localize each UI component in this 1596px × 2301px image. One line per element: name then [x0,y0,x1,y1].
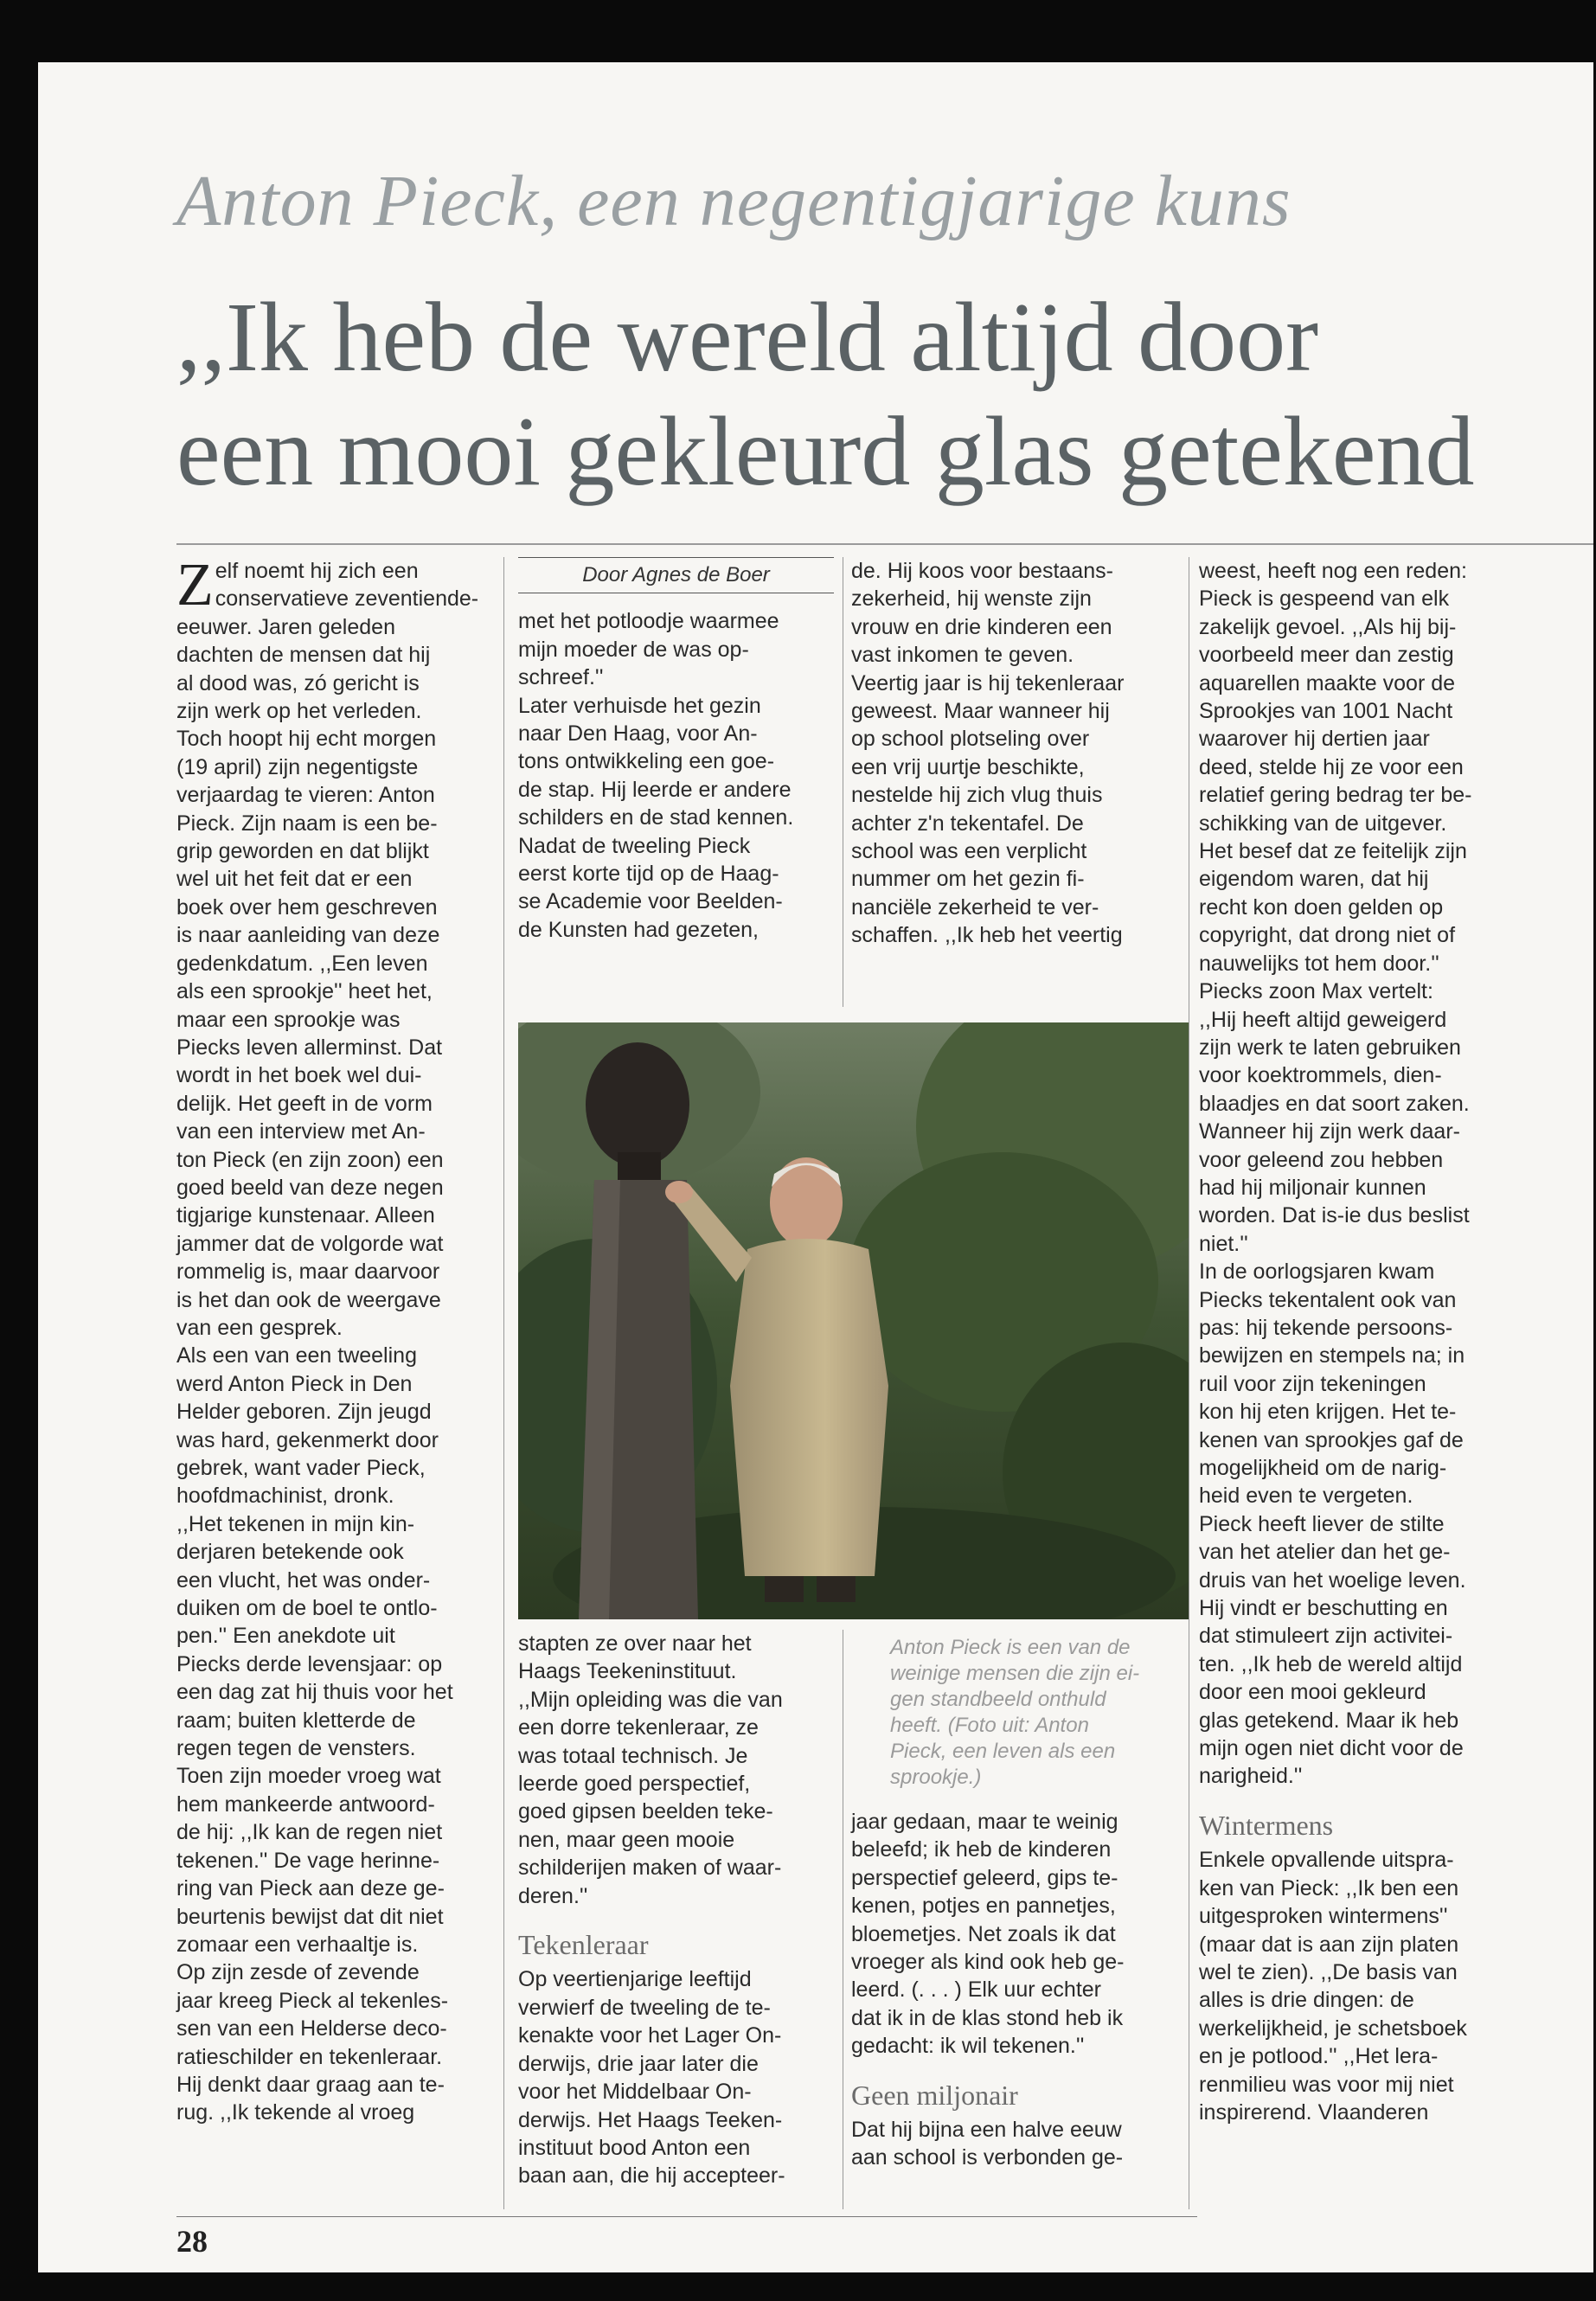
photo-caption: Anton Pieck is een van de weinige mensen die zijn ei- gen standbeeld onthuld heeft. (Foto uit: Anton Pieck, een leven als een sprookje.) [890,1636,1140,1789]
photo-anton-pieck-statue [518,1022,1189,1619]
article-photo [518,1022,1189,1619]
article-title [176,280,1474,509]
column-3-lower [851,1808,1178,2172]
column-1 [176,552,495,2127]
column-3-text-top: de. Hij koos voor bestaans- zekerheid, hij wenste zijn vrouw en drie kinderen een vast inkomen te geven. Veertig jaar is hij tekenleraar geweest. Maar wanneer hij op school plotseling over een vrij uurtje beschikte, nestelde hij zich vlug thuis achter z'n tekentafel. De school was een verplicht nummer om het gezin fi- nanciële zekerheid te ver- schaffen. ,,Ik heb het veertig [851,559,1125,948]
column-3 [851,557,1178,950]
subhead-wintermens: Wintermens [1199,1809,1334,1841]
subhead-geen-miljonair: Geen miljonair [851,2079,1018,2111]
byline: Door Agnes de Boer [518,557,834,593]
column-2 [518,557,834,944]
subhead-tekenleraar: Tekenleraar [518,1929,649,1961]
column-2-text-top: met het potloodje waarmee mijn moeder de was op- schreef.'' Later verhuisde het gezin naar Den Haag, voor An- tons ontwikkeling een goe- de stap. Hij leerde er andere schilders en de stad kennen. Nadat de tweeling Pieck eerst korte tijd op de Haag- se Academie voor Beelden- de Kunsten had gezeten, [518,609,794,942]
column-3-text-bottom: jaar gedaan, maar te weinig beleefd; ik heb de kinderen perspectief geleerd, gips te- kenen, potjes en pannetjes, bloemetjes. Net zoals ik dat vroeger als kind ook heb ge- leerd. (. . . ) Elk uur echter dat ik in de klas stond heb ik gedacht: ik wil tekenen.'' [851,1810,1125,2059]
column-3-text-after: Dat hij bijna een halve eeuw aan school is verbonden ge- [851,2118,1124,2170]
column-2-text-bottom: stapten ze over naar het Haags Teekeninstituut. ,,Mijn opleiding was die van een dorre tekenleraar, ze was totaal technisch. Je leerde goed perspectief, goed gipsen beelden teke- nen, maar geen mooie schilderijen maken of waar- deren.'' [518,1631,783,1908]
column-2-lower [518,1630,834,2190]
drop-cap: Z [176,552,214,619]
column-divider [503,557,504,2209]
column-4 [1199,557,1528,2126]
column-4-text-top: weest, heeft nog een reden: Pieck is gespeend van elk zakelijk gevoel. ,,Als hij bij- voorbeeld meer dan zestig aquarellen maakte voor de Sprookjes van 1001 Nacht waarover hij dertien jaar deed, stelde hij ze voor een relatief gering bedrag ter be- schikking van de uitgever. Het besef dat ze feitelijk zijn eigendom waren, dat hij recht kon doen gelden op copyright, dat drong niet of nauwelijks tot hem door.'' Piecks zoon Max vertelt: ,,Hij heeft altijd geweigerd zijn werk te laten gebruiken voor koektrommels, dien- blaadjes en dat soort zaken. Wanneer hij zijn werk daar- voor geleend zou hebben had hij miljonair kunnen worden. Dat is-ie dus beslist niet.'' In de oorlogsjaren kwam Piecks tekentalent ook van pas: hij tekende persoons- bewijzen en stempels na; in ruil voor zijn tekeningen kon hij eten krijgen. Het te- kenen van sprookjes gaf de mogelijkheid om de narig- heid even te vergeten. Pieck heeft liever de stilte van het atelier dan het ge- druis van het woelige leven. Hij vindt er beschutting en dat stimuleert zijn activitei- ten. ,,Ik heb de wereld altijd door een mooi gekleurd glas getekend. Maar ik heb mijn ogen niet dicht voor de narigheid.'' [1199,559,1472,1789]
footer-rule [176,2216,1197,2217]
column-1-text: elf noemt hij zich een conservatieve zeventiende- eeuwer. Jaren geleden dachten de mensen dat hij al dood was, zó gericht is zijn werk op het verleden. Toch hoopt hij echt morgen (19 april) zijn negentigste verjaardag te vieren: Anton Pieck. Zijn naam is een be- grip geworden en dat blijkt wel uit het feit dat er een boek over hem geschreven is naar aanleiding van deze gedenkdatum. ,,Een leven als een sprookje'' heet het, maar een sprookje was Piecks leven allerminst. Dat wordt in het boek wel dui- delijk. Het geeft in de vorm van een interview met An- ton Pieck (en zijn zoon) een goed beeld van deze negen tigjarige kunstenaar. Alleen jammer dat de volgorde wat rommelig is, maar daarvoor is het dan ook de weergave van een gesprek. Als een van een tweeling werd Anton Pieck in Den Helder geboren. Zijn jeugd was hard, gekenmerkt door gebrek, want vader Pieck, hoofdmachinist, dronk. ,,Het tekenen in mijn kin- derjaren betekende ook een vlucht, het was onder- duiken om de boel te ontlo- pen.'' Een anekdote uit Piecks derde levensjaar: op een dag zat hij thuis voor het raam; buiten kletterde de regen tegen de vensters. Toen zijn moeder vroeg wat hem mankeerde antwoord- de hij: ,,Ik kan de regen niet tekenen.'' De vage herinne- ring van Pieck aan deze ge- beurtenis bewijst dat dit niet zomaar een verhaaltje is. Op zijn zesde of zevende jaar kreeg Pieck al tekenles- sen van een Helderse deco- ratieschilder en tekenleraar. Hij denkt daar graag aan te- rug. ,,Ik tekende al vroeg [176,559,479,2125]
page-number: 28 [176,2224,208,2259]
article-kicker: Anton Pieck, een negentigjarige kuns [176,161,1292,241]
magazine-page [38,62,1593,2272]
title-line-2: een mooi gekleurd glas getekend [176,396,1475,506]
column-4-text-after: Enkele opvallende uitspra- ken van Pieck: ,,Ik ben een uitgesproken wintermens'' (maar dat is aan zijn platen wel te zien). ,,De basis van alles is drie dingen: de werkelijkheid, je schetsboek en je potlood.'' ,,Het lera- renmilieu was voor mij niet inspirerend. Vlaanderen [1199,1848,1467,2125]
title-rule [176,543,1593,545]
column-2-text-after: Op veertienjarige leeftijd verwierf de tweeling de te- kenakte voor het Lager On- derwijs, drie jaar later die voor het Middelbaar On- derwijs. Het Haags Teeken- instituut bood Anton een baan aan, die hij accepteer- [518,1967,785,2189]
title-line-1: ,,Ik heb de wereld altijd door [176,282,1319,392]
